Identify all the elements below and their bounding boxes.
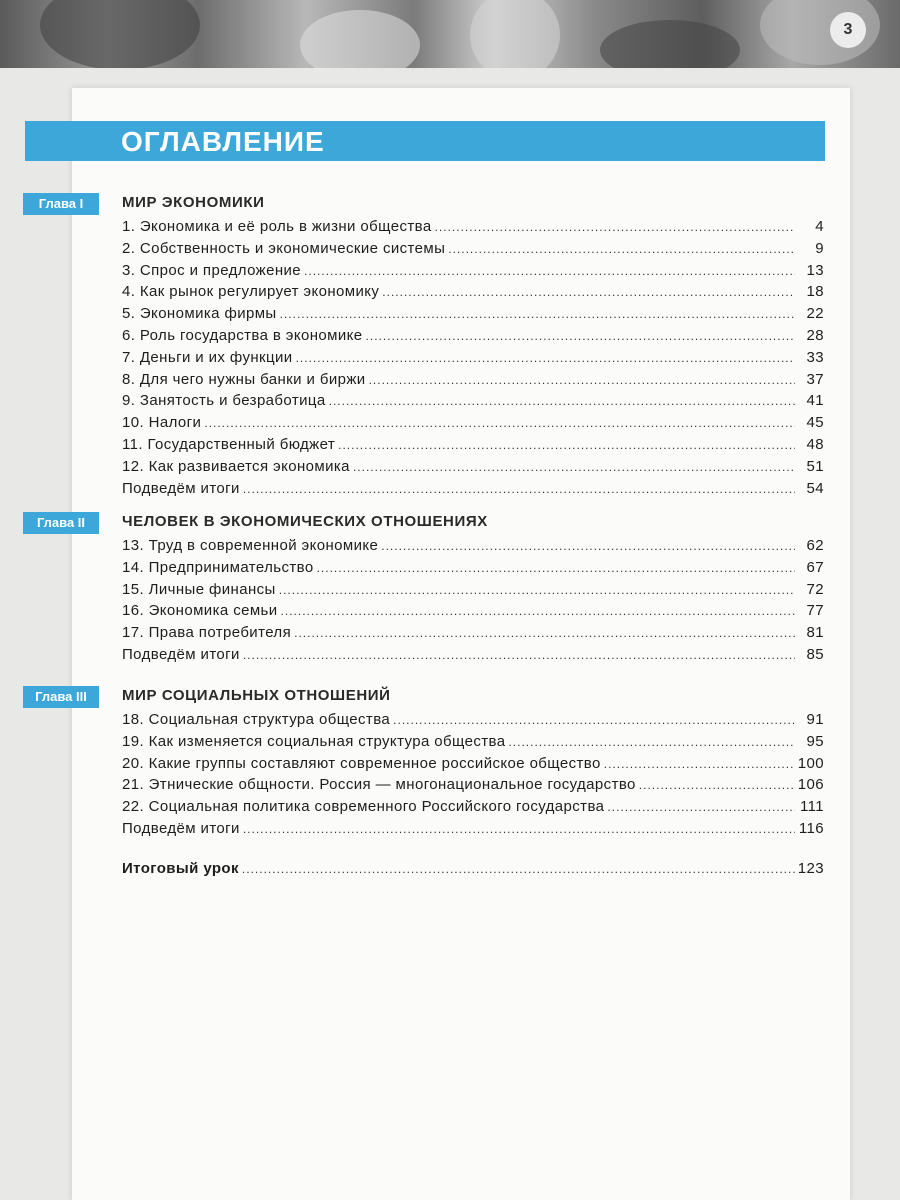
toc-entry[interactable]: 16. Экономика семьи ..... 77	[122, 602, 824, 624]
header-photo-banner	[0, 0, 900, 68]
chapter-3-entries	[122, 711, 824, 842]
toc-entry[interactable]: 1. Экономика и её роль в жизни общества ..... 4	[122, 218, 824, 240]
chapter-2-entries	[122, 537, 824, 668]
toc-entry[interactable]: 9. Занятость и безработица ..... 41	[122, 392, 824, 414]
chapter-badge: Глава I	[23, 193, 99, 215]
toc-entry[interactable]: 7. Деньги и их функции ..... 33	[122, 349, 824, 371]
toc-entry-final[interactable]: Итоговый урок ..... 123	[122, 860, 824, 882]
toc-entry[interactable]: 11. Государственный бюджет ..... 48	[122, 436, 824, 458]
toc-entry[interactable]: 13. Труд в современной экономике ..... 62	[122, 537, 824, 559]
toc-entry[interactable]: 4. Как рынок регулирует экономику ..... 18	[122, 283, 824, 305]
toc-entry[interactable]: 17. Права потребителя ..... 81	[122, 624, 824, 646]
toc-entry[interactable]: 5. Экономика фирмы ..... 22	[122, 305, 824, 327]
toc-entry[interactable]: 6. Роль государства в экономике ..... 28	[122, 327, 824, 349]
toc-entry[interactable]: Подведём итоги ..... 54	[122, 480, 824, 502]
toc-entry[interactable]: 21. Этнические общности. Россия — многонациональное государство ..... 106	[122, 776, 824, 798]
toc-entry[interactable]: 19. Как изменяется социальная структура общества ..... 95	[122, 733, 824, 755]
toc-entry[interactable]: 22. Социальная политика современного Российского государства ..... 111	[122, 798, 824, 820]
page-title: ОГЛАВЛЕНИЕ	[121, 126, 325, 157]
toc-entry[interactable]: 18. Социальная структура общества ..... 91	[122, 711, 824, 733]
toc-entry[interactable]: Подведём итоги ..... 116	[122, 820, 824, 842]
chapter-title: ЧЕЛОВЕК В ЭКОНОМИЧЕСКИХ ОТНОШЕНИЯХ	[122, 513, 488, 530]
heading-bar	[25, 121, 825, 161]
final-lesson	[122, 860, 824, 882]
page-number: 3	[830, 12, 866, 48]
toc-entry[interactable]: 14. Предпринимательство ..... 67	[122, 559, 824, 581]
toc-entry[interactable]: 2. Собственность и экономические системы ..... 9	[122, 240, 824, 262]
toc-entry[interactable]: 12. Как развивается экономика ..... 51	[122, 458, 824, 480]
toc-entry[interactable]: 15. Личные финансы ..... 72	[122, 581, 824, 603]
chapter-badge: Глава III	[23, 686, 99, 708]
chapter-title: МИР СОЦИАЛЬНЫХ ОТНОШЕНИЙ	[122, 687, 391, 704]
chapter-1-entries	[122, 218, 824, 501]
toc-entry[interactable]: 3. Спрос и предложение ..... 13	[122, 262, 824, 284]
chapter-badge: Глава II	[23, 512, 99, 534]
toc-entry[interactable]: 8. Для чего нужны банки и биржи ..... 37	[122, 371, 824, 393]
toc-entry[interactable]: Подведём итоги ..... 85	[122, 646, 824, 668]
chapter-title: МИР ЭКОНОМИКИ	[122, 194, 265, 211]
toc-entry[interactable]: 20. Какие группы составляют современное российское общество ..... 100	[122, 755, 824, 777]
toc-entry[interactable]: 10. Налоги ..... 45	[122, 414, 824, 436]
